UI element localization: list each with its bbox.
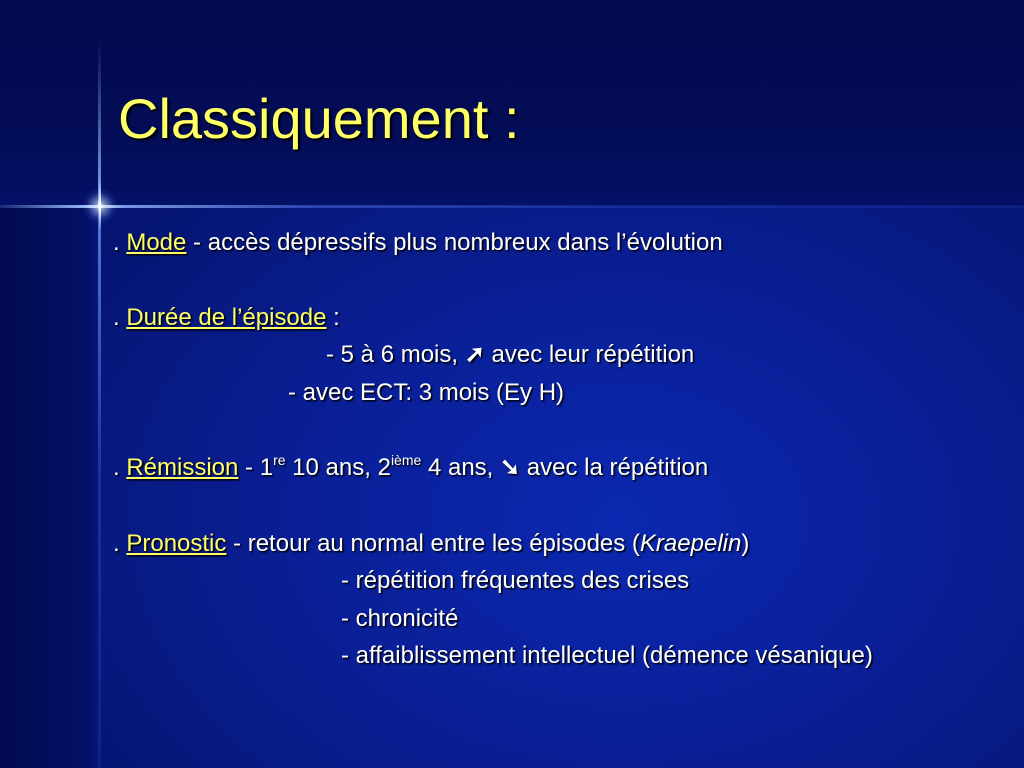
remission-text: 10 ans, 2 (285, 454, 391, 481)
bullet: . (113, 454, 127, 481)
mode-line (113, 228, 723, 258)
remission-text: 4 ans, (421, 454, 501, 481)
pronostic-author: Kraepelin (639, 530, 742, 557)
arrow-up-right-icon: ➚ (464, 341, 485, 368)
duree-sub-line-1 (326, 340, 694, 370)
mode-text: - accès dépressifs plus nombreux dans l’évolution (186, 229, 723, 256)
duree-line (113, 303, 340, 333)
pronostic-line (113, 529, 749, 559)
pronostic-item: - chronicité (341, 605, 459, 632)
pronostic-text: - retour au normal entre les épisodes ( (226, 530, 640, 557)
duree-sub-line-2: - avec ECT: 3 mois (Ey H) (288, 379, 565, 406)
remission-text: - 1 (238, 454, 274, 481)
arrow-down-right-icon: ➘ (500, 454, 521, 481)
duree-sub-text: - 5 à 6 mois, (326, 341, 465, 368)
duree-label: Durée de l’épisode (126, 304, 327, 331)
remission-label: Rémission (126, 454, 239, 481)
duree-suffix: : (326, 304, 340, 331)
pronostic-text-end: ) (741, 530, 750, 557)
pronostic-item: - répétition fréquentes des crises (341, 567, 690, 594)
slide-title: Classiquement : (118, 87, 520, 150)
remission-text: avec la répétition (520, 454, 709, 481)
mode-label: Mode (126, 229, 187, 256)
bullet: . (113, 304, 127, 331)
duree-sub-text-end: avec leur répétition (484, 341, 695, 368)
remission-superscript: re (273, 452, 286, 468)
pronostic-item: - affaiblissement intellectuel (démence vésanique) (341, 642, 873, 669)
remission-line (113, 453, 708, 483)
bullet: . (113, 229, 127, 256)
pronostic-label: Pronostic (126, 530, 227, 557)
remission-superscript: ième (390, 452, 422, 468)
bullet: . (113, 530, 127, 557)
